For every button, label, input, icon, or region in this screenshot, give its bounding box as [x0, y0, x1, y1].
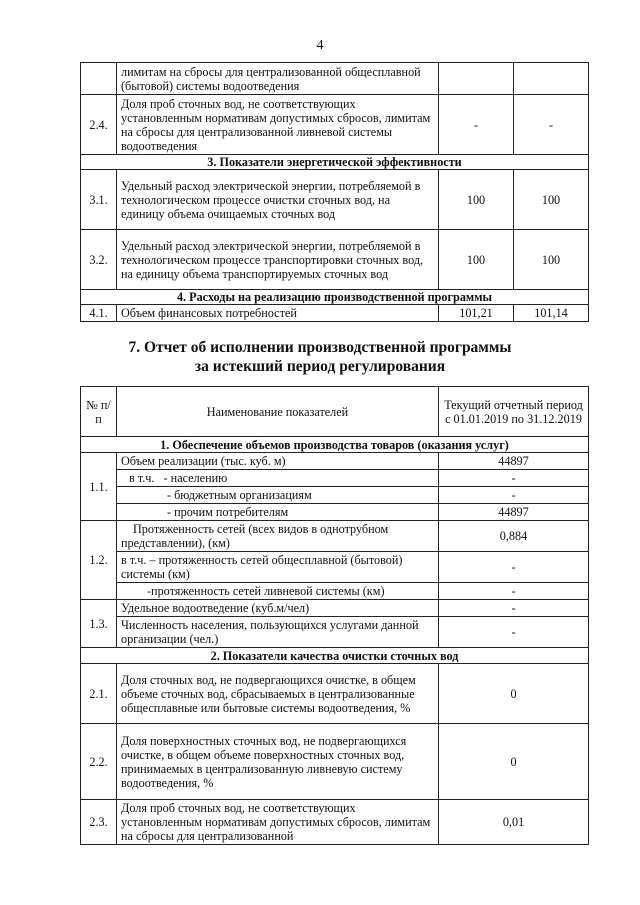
row-name: Доля проб сточных вод, не соответствующих установленным нормативам допустимых сбросов, лимитам на сбросы для централизованной [117, 800, 439, 845]
row-value: 0 [439, 664, 589, 724]
row-name: в т.ч. – протяженность сетей общесплавной (бытовой) системы (км) [117, 552, 439, 583]
header-period: Текущий отчетный период с 01.01.2019 по 31.12.2019 [439, 387, 589, 437]
page-number: 4 [316, 38, 324, 53]
table-row [81, 724, 589, 800]
row-value: - [439, 552, 589, 583]
row-name: - бюджетным организациям [117, 487, 439, 504]
section-header [81, 290, 589, 305]
section-header [81, 648, 589, 664]
header-num: № п/п [81, 387, 117, 437]
row-name [117, 470, 439, 487]
row-value: 44897 [439, 504, 589, 521]
table-row [81, 487, 589, 504]
table-row [81, 305, 589, 322]
row-subname: - населению [163, 471, 228, 485]
row-value-1: 101,21 [439, 305, 514, 322]
section-title: 2. Показатели качества очистки сточных вод [81, 648, 589, 664]
row-number: 2.1. [81, 664, 117, 724]
row-number: 2.2. [81, 724, 117, 800]
row-value: - [439, 487, 589, 504]
row-name: - прочим потребителям [117, 504, 439, 521]
section-header [81, 437, 589, 453]
row-value: - [439, 617, 589, 648]
table-row [81, 453, 589, 470]
section-header [81, 155, 589, 170]
row-number: 1.1. [81, 453, 117, 521]
row-number: 1.3. [81, 600, 117, 648]
row-name: Численность населения, пользующихся услугами данной организации (чел.) [117, 617, 439, 648]
row-name: Удельный расход электрической энергии, потребляемой в технологическом процессе очистки сточных вод, на единицу объема очищаемых сточных вод [117, 170, 439, 230]
table-row [81, 552, 589, 583]
header-name: Наименование показателей [117, 387, 439, 437]
row-number: 1.2. [81, 521, 117, 600]
section-title: 1. Обеспечение объемов производства товаров (оказания услуг) [81, 437, 589, 453]
row-value: - [439, 470, 589, 487]
row-value: 0,01 [439, 800, 589, 845]
row-name: -протяженность сетей ливневой системы (км) [117, 583, 439, 600]
row-value-1: 100 [439, 170, 514, 230]
table-row [81, 521, 589, 552]
indicators-table-continued [80, 62, 589, 322]
row-number: 3.2. [81, 230, 117, 290]
row-prefix: в т.ч. [129, 471, 155, 485]
row-name: Удельное водоотведение (куб.м/чел) [117, 600, 439, 617]
table-row [81, 800, 589, 845]
table-row [81, 63, 589, 95]
row-value: 44897 [439, 453, 589, 470]
row-name: Объем реализации (тыс. куб. м) [117, 453, 439, 470]
row-name: Доля сточных вод, не подвергающихся очистке, в общем объеме сточных вод, сбрасываемых в централизованные общесплавные или бытовые системы водоотведения, % [117, 664, 439, 724]
section-heading-line-1: 7. Отчет об исполнении производственной программы [128, 339, 512, 356]
row-value: 0 [439, 724, 589, 800]
table-row [81, 95, 589, 155]
row-value-1 [439, 63, 514, 95]
row-name: Доля поверхностных сточных вод, не подвергающихся очистке, в общем объеме поверхностных сточных вод, принимаемых в централизованную ливневую систему водоотведения, % [117, 724, 439, 800]
table-row [81, 664, 589, 724]
row-value: - [439, 583, 589, 600]
row-number: 2.3. [81, 800, 117, 845]
row-number [81, 63, 117, 95]
section-title: 4. Расходы на реализацию производственной программы [81, 290, 589, 305]
row-number: 4.1. [81, 305, 117, 322]
table-row [81, 583, 589, 600]
row-value: 0,884 [439, 521, 589, 552]
table-row [81, 617, 589, 648]
row-value-1: 100 [439, 230, 514, 290]
section-heading-line-2: за истекший период регулирования [194, 358, 446, 375]
row-value-2 [514, 63, 589, 95]
table-row [81, 230, 589, 290]
table-row [81, 600, 589, 617]
row-value: - [439, 600, 589, 617]
row-value-1: - [439, 95, 514, 155]
row-value-2: 101,14 [514, 305, 589, 322]
row-number: 2.4. [81, 95, 117, 155]
row-number: 3.1. [81, 170, 117, 230]
table-row [81, 170, 589, 230]
row-value-2: 100 [514, 230, 589, 290]
row-name: Доля проб сточных вод, не соответствующих установленным нормативам допустимых сбросов, лимитам на сбросы для централизованной ливневой системы водоотведения [117, 95, 439, 155]
table-row [81, 504, 589, 521]
row-name: Объем финансовых потребностей [117, 305, 439, 322]
row-name: лимитам на сбросы для централизованной общесплавной (бытовой) системы водоотведения [117, 63, 439, 95]
row-value-2: - [514, 95, 589, 155]
table-header [81, 387, 589, 437]
row-name: Протяженность сетей (всех видов в однотрубном представлении), (км) [117, 521, 439, 552]
row-name: Удельный расход электрической энергии, потребляемой в технологическом процессе транспортировки сточных вод, на единицу объема транспортируемых сточных вод [117, 230, 439, 290]
table-row [81, 470, 589, 487]
row-value-2: 100 [514, 170, 589, 230]
section-title: 3. Показатели энергетической эффективности [81, 155, 589, 170]
program-report-table [80, 386, 589, 845]
